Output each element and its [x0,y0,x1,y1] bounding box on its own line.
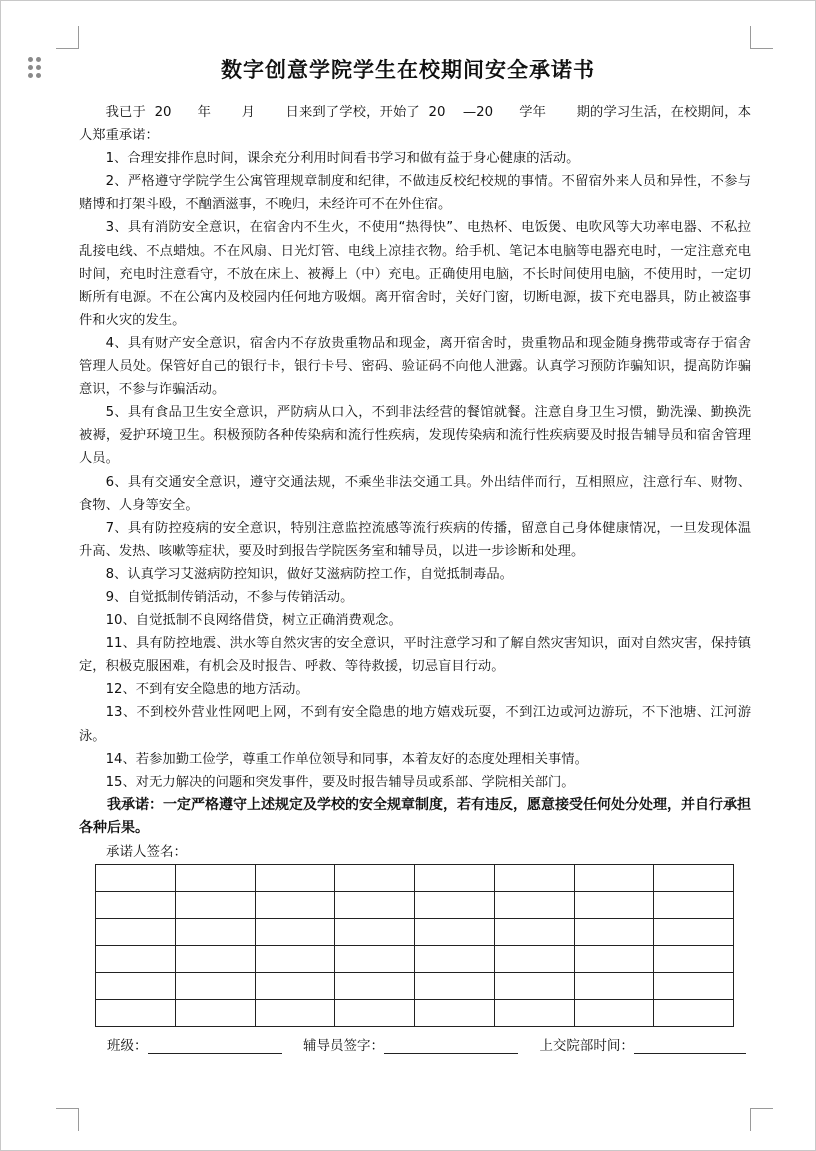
signature-cell[interactable] [415,865,495,892]
signature-cell[interactable] [494,865,574,892]
month-label: 月 [241,105,256,120]
signature-cell[interactable] [175,919,255,946]
signature-cell[interactable] [494,919,574,946]
class-field[interactable] [148,1038,282,1054]
table-row [96,892,734,919]
table-row [96,919,734,946]
signature-cell[interactable] [415,892,495,919]
signature-cell[interactable] [574,946,654,973]
signature-cell[interactable] [96,946,176,973]
signature-cell[interactable] [96,865,176,892]
rule-item: 7、具有防控疫病的安全意识，特别注意监控流感等流行疾病的传播，留意自己身体健康情况，一旦发现体温升高、发热、咳嗽等症状，要及时到报告学院医务室和辅导员，以进一步诊断和处理。 [79,520,751,559]
rule-item: 4、具有财产安全意识，宿舍内不存放贵重物品和现金，离开宿舍时，贵重物品和现金随身携带或寄存于宿舍管理人员处。保管好自己的银行卡，银行卡号、密码、验证码不向他人泄露。认真学习预防诈骗知识，提高防诈骗意识，不参与诈骗活动。 [79,335,751,398]
rule-item: 5、具有食品卫生安全意识，严防病从口入，不到非法经营的餐馆就餐。注意自身卫生习惯，勤洗澡、勤换洗被褥，爱护环境卫生。积极预防各种传染病和流行性疾病，发现传染病和流行性疾病要及时报告辅导员和宿舍管理人员。 [79,405,751,467]
document-body [79,101,751,864]
pledge-statement: 我承诺：一定严格遵守上述规定及学校的安全规章制度，若有违反，愿意接受任何处分处理，并自行承担各种后果。 [79,796,751,837]
signature-cell[interactable] [175,865,255,892]
signature-cell[interactable] [574,1000,654,1027]
year-prefix: 20 [154,105,172,120]
rule-item: 14、若参加勤工俭学，尊重工作单位领导和同事，本着友好的态度处理相关事情。 [105,751,588,767]
signature-cell[interactable] [415,946,495,973]
signature-cell[interactable] [574,919,654,946]
rule-item: 2、严格遵守学院学生公寓管理规章制度和纪律，不做违反校纪校规的事情。不留宿外来人员和异性，不参与赌博和打架斗殴，不酗酒滋事，不晚归，未经许可不在外住宿。 [79,174,751,213]
signature-cell[interactable] [335,865,415,892]
rule-item: 1、合理安排作息时间，课余充分利用时间看书学习和做有益于身心健康的活动。 [105,151,580,167]
signature-cell[interactable] [255,1000,335,1027]
signature-cell[interactable] [96,919,176,946]
rule-item: 10、自觉抵制不良网络借贷，树立正确消费观念。 [105,613,402,629]
signature-cell[interactable] [494,946,574,973]
submit-time-field[interactable] [634,1038,746,1054]
crop-mark-bottom-left [56,1108,79,1131]
signature-cell[interactable] [175,1000,255,1027]
intro-rest: 期的学习生活，在校期间，本人郑重承诺： [79,105,752,144]
signature-cell[interactable] [255,946,335,973]
table-row [96,865,734,892]
signature-cell[interactable] [654,919,734,946]
signature-cell[interactable] [96,892,176,919]
signature-cell[interactable] [255,892,335,919]
crop-mark-top-right [750,26,773,49]
signature-cell[interactable] [654,973,734,1000]
signature-cell[interactable] [415,973,495,1000]
signature-cell[interactable] [654,865,734,892]
counselor-signature-field[interactable] [384,1038,518,1054]
signature-cell[interactable] [654,1000,734,1027]
rule-item: 3、具有消防安全意识，在宿舍内不生火，不使用“热得快”、电热杯、电饭煲、电吹风等大功率电器、不私拉乱接电线、不点蜡烛。不在风扇、日光灯管、电线上凉挂衣物。给手机、笔记本电脑等电器充电时，一定注意充电时间，充电时注意看守，不放在床上、被褥上（中）充电。正确使用电脑，不长时间使用电脑，不使用时，一定切断所有电源。不在公寓内及校园内任何地方吸烟。离开宿舍时，关好门窗，切断电源，拔下充电器具，防止被盗事件和火灾的发生。 [79,220,751,328]
signature-cell[interactable] [255,973,335,1000]
signature-cell[interactable] [255,919,335,946]
table-row [96,1000,734,1027]
submit-time-label: 上交院部时间： [539,1038,634,1054]
signature-cell[interactable] [175,946,255,973]
signature-cell[interactable] [255,865,335,892]
rule-item: 15、对无力解决的问题和突发事件，要及时报告辅导员或系部、学院相关部门。 [105,774,575,790]
table-row [96,973,734,1000]
rule-item: 12、不到有安全隐患的地方活动。 [105,682,309,698]
school-year-label: 学年 [519,105,547,120]
table-row [96,946,734,973]
day-text: 日来到了学校，开始了 [285,105,420,120]
rule-item: 13、不到校外营业性网吧上网，不到有安全隐患的地方嬉戏玩耍，不到江边或河边游玩，不下池塘、江河游泳。 [79,705,751,744]
intro-text: 我已于 [105,105,146,120]
signature-table [95,864,734,1027]
signature-cell[interactable] [494,973,574,1000]
signature-cell[interactable] [96,973,176,1000]
signature-cell[interactable] [96,1000,176,1027]
intro-paragraph [79,101,751,147]
signature-cell[interactable] [494,892,574,919]
document-title: 数字创意学院学生在校期间安全承诺书 [221,58,595,82]
rule-item: 11、具有防控地震、洪水等自然灾害的安全意识，平时注意学习和了解自然灾害知识，面对自然灾害，保持镇定，积极克服困难，有机会及时报告、呼救、等待救援，切忌盲目行动。 [79,636,751,675]
signature-cell[interactable] [654,892,734,919]
signature-cell[interactable] [654,946,734,973]
signature-cell[interactable] [574,892,654,919]
signature-cell[interactable] [415,919,495,946]
signature-label: 承诺人签名： [106,843,187,860]
signature-cell[interactable] [415,1000,495,1027]
signature-cell[interactable] [175,973,255,1000]
signature-cell[interactable] [574,865,654,892]
rule-item: 6、具有交通安全意识，遵守交通法规，不乘坐非法交通工具。外出结伴而行，互相照应，注意行车、财物、食物、人身等安全。 [79,474,751,513]
start-year: 20 [428,105,446,120]
signature-cell[interactable] [335,973,415,1000]
class-label: 班级： [107,1038,148,1054]
rule-item: 9、自觉抵制传销活动，不参与传销活动。 [105,589,354,605]
crop-mark-top-left [56,26,79,49]
signature-cell[interactable] [335,946,415,973]
signature-cell[interactable] [335,919,415,946]
signature-cell[interactable] [175,892,255,919]
counselor-label: 辅导员签字： [302,1038,384,1054]
end-year: —20 [462,105,494,120]
rule-item: 8、认真学习艾滋病防控知识，做好艾滋病防控工作，自觉抵制毒品。 [105,566,513,582]
crop-mark-bottom-right [750,1108,773,1131]
signature-cell[interactable] [335,892,415,919]
signature-cell[interactable] [494,1000,574,1027]
footer-fields [107,1034,747,1054]
year-label: 年 [197,105,212,120]
signature-cell[interactable] [574,973,654,1000]
signature-cell[interactable] [335,1000,415,1027]
